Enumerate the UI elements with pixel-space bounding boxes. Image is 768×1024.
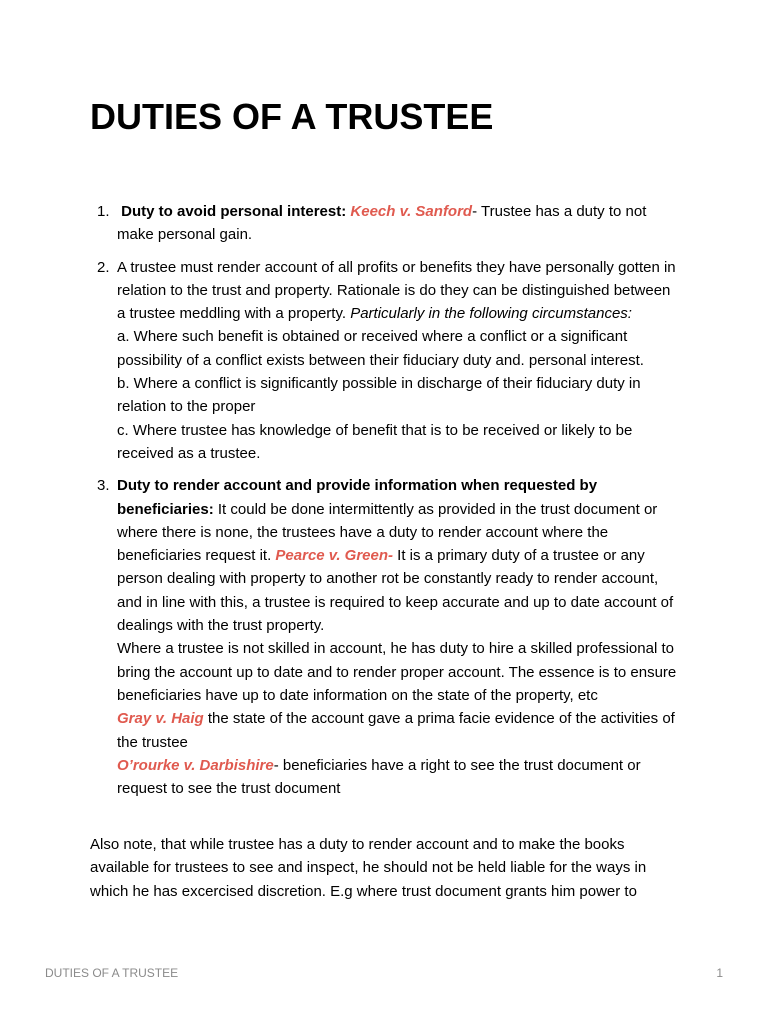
sub-point-b: b. Where a conflict is significantly possible in discharge of their fiduciary duty in relation to the proper [117,375,641,416]
list-item [90,256,680,466]
list-item-body [117,754,680,801]
list-item-body [117,200,680,247]
sub-point-c: c. Where trustee has knowledge of benefit that is to be received or likely to be received as a trustee. [117,421,633,462]
duty-heading: Duty to render account and provide information when requested by beneficiaries: [117,477,598,518]
list-item [90,200,680,247]
list-item-text: - Trustee has a duty to not make personal gain. [117,203,647,244]
case-citation: Pearce v. Green- [275,547,393,565]
list-item-text: Where a trustee is not skilled in account, he has duty to hire a skilled professional to bring the account up to date and to render proper account. The essence is to ensure beneficiaries have up to date information on the state of the property, etc [117,640,677,704]
list-item-text: A trustee must render account of all profits or benefits they have personally gotten in relation to the trust and property. Rationale is do they can be distinguished between a trustee meddling with a property. [117,258,676,323]
case-citation: Keech v. Sanford [350,203,473,220]
case-citation: O’rourke v. Darbishire [117,756,274,774]
list-item-text: It is a primary duty of a trustee or any person dealing with property to another rot be constantly ready to render account, and in line with this, a trustee is required to keep accurate and up to date account of dealings with the trust property. [117,547,674,635]
footer-title: DUTIES OF A TRUSTEE [45,966,179,980]
list-item-text: the state of the account gave a prima facie evidence of the activities of the trustee [117,710,675,751]
sub-point-a: a. Where such benefit is obtained or received where a conflict or a significant possibility of a conflict exists between their fiduciary duty and. personal interest. [117,328,644,369]
list-item-body [117,256,680,326]
list-item-body [117,474,680,637]
list-number: 2. [97,258,110,276]
document-title: DUTIES OF A TRUSTEE [90,96,494,137]
duties-list [90,200,680,809]
list-number: 1. [97,203,110,220]
list-item-text: - beneficiaries have a right to see the trust document or request to see the trust document [117,756,641,798]
case-citation: Gray v. Haig [117,710,204,728]
page-number: 1 [716,966,723,980]
list-item-body [117,707,680,754]
closing-note: Also note, that while trustee has a duty to render account and to make the books available for trustees to see and inspect, he should not be held liable for the ways in which he has excercised discretion. E.g where trust document grants him power to [90,836,647,900]
list-item-text: It could be done intermittently as provided in the trust document or where there is none, the trustees have a duty to render account where the beneficiaries request it. [117,500,658,565]
duty-heading: Duty to avoid personal interest: [121,203,347,220]
list-number: 3. [97,477,110,495]
list-item-emphasis: Particularly in the following circumstances: [350,305,632,323]
list-item [90,474,680,800]
